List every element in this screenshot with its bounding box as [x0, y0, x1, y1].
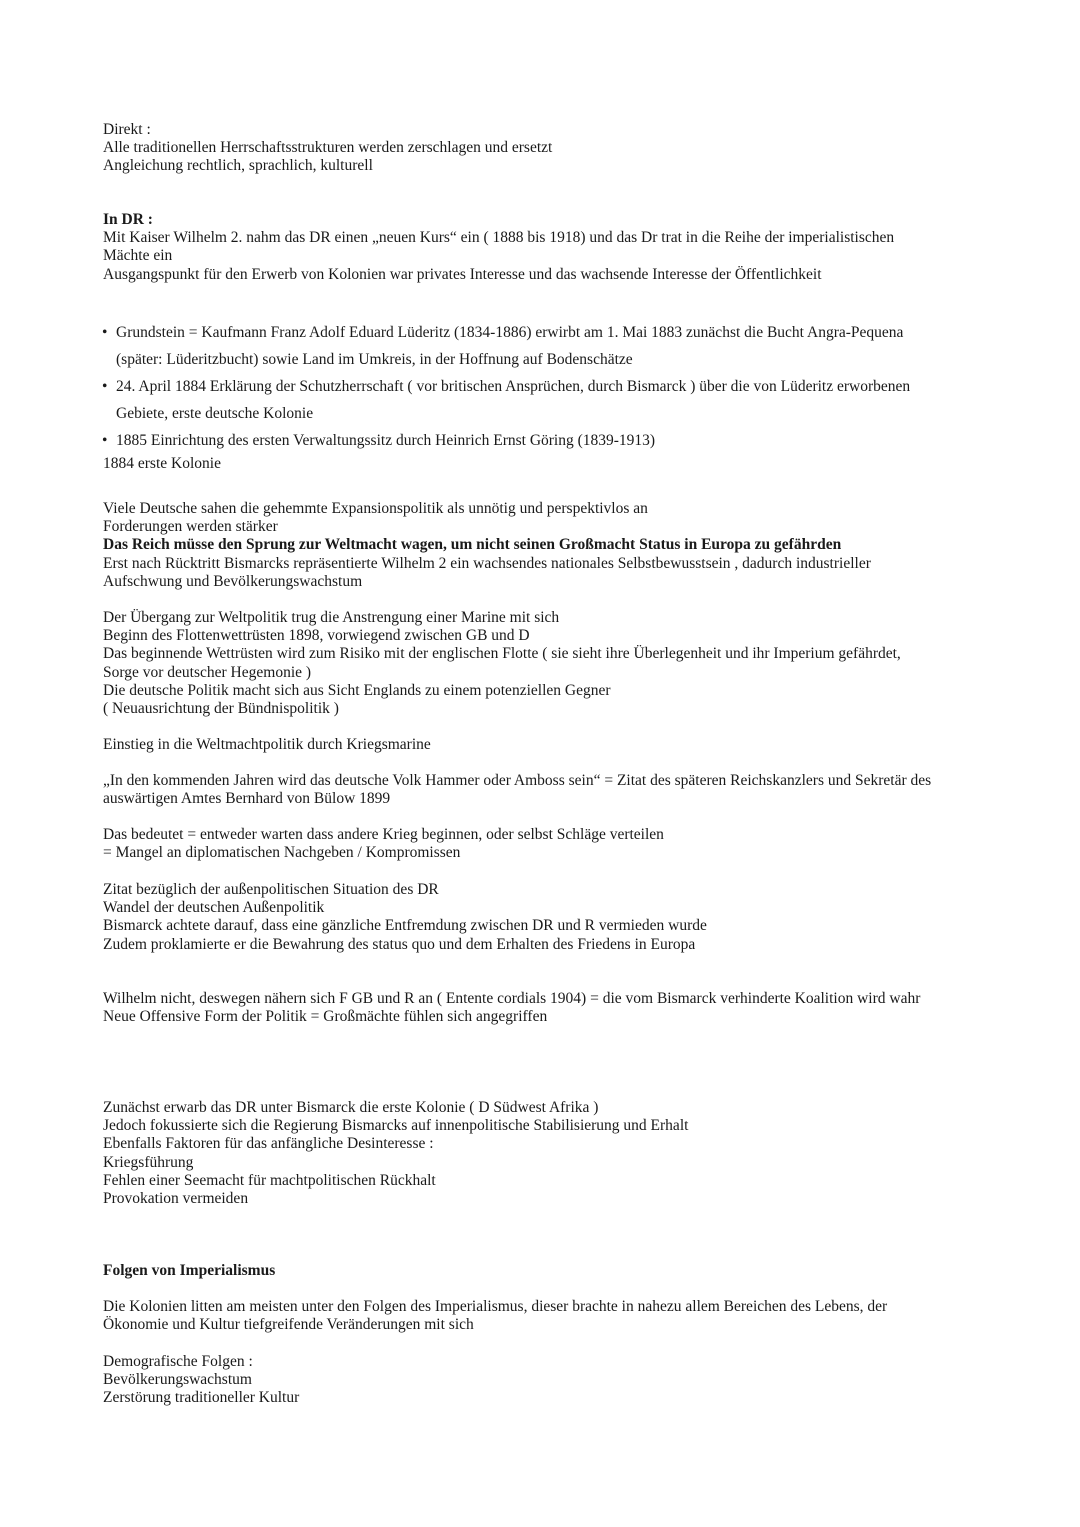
text-line: 1884 erste Kolonie: [103, 455, 221, 472]
text-line: Zudem proklamierte er die Bewahrung des status quo und dem Erhalten des Friedens in Europa: [103, 935, 696, 953]
paragraph-direkt: [103, 121, 1003, 176]
text-line: Aufschwung und Bevölkerungswachstum: [103, 572, 363, 590]
bullet-list: [103, 319, 1003, 454]
paragraph-expansion: [103, 500, 1003, 591]
bold-statement: Das Reich müsse den Sprung zur Weltmacht wagen, um nicht seinen Großmacht Status in Europa zu gefährden: [103, 536, 842, 554]
paragraph-bedeutung: [103, 826, 1003, 862]
paragraph-entente: [103, 990, 1003, 1026]
paragraph-folgen: [103, 1298, 1003, 1334]
paragraph-bismarck-kolonie: [103, 1099, 1003, 1208]
text-line: Das bedeutet = entweder warten dass andere Krieg beginnen, oder selbst Schläge verteilen: [103, 826, 664, 843]
bullet-icon: •: [102, 324, 108, 341]
text-line: Einstieg in die Weltmachtpolitik durch Kriegsmarine: [103, 736, 431, 753]
text-line: Mit Kaiser Wilhelm 2. nahm das DR einen „neuen Kurs“ ein ( 1888 bis 1918) und das Dr trat in die Reihe der imperialistischen: [103, 229, 895, 247]
text-line: auswärtigen Amtes Bernhard von Bülow 1899: [103, 790, 391, 808]
text-line: Beginn des Flottenwettrüsten 1898, vorwiegend zwischen GB und D: [103, 627, 530, 645]
text-line: = Mangel an diplomatischen Nachgeben / Kompromissen: [103, 844, 461, 862]
text-line: Demografische Folgen :: [103, 1353, 253, 1370]
text-line: (später: Lüderitzbucht) sowie Land im Umkreis, in der Hoffnung auf Bodenschätze: [116, 351, 633, 368]
text-line: 1885 Einrichtung des ersten Verwaltungssitz durch Heinrich Ernst Göring (1839-1913): [116, 432, 656, 449]
bullet-icon: •: [102, 378, 108, 395]
text-line: Fehlen einer Seemacht für machtpolitischen Rückhalt: [103, 1171, 436, 1189]
bullet-icon: •: [102, 432, 108, 449]
text-line: Zunächst erwarb das DR unter Bismarck die erste Kolonie ( D Südwest Afrika ): [103, 1099, 599, 1116]
paragraph-aussenpolitik: [103, 881, 1003, 954]
text-line: Gebiete, erste deutsche Kolonie: [116, 405, 314, 422]
text-line: Alle traditionellen Herrschaftsstrukturen werden zerschlagen und ersetzt: [103, 139, 553, 157]
text-line: Provokation vermeiden: [103, 1190, 249, 1208]
list-item: [103, 373, 1003, 427]
text-line: „In den kommenden Jahren wird das deutsche Volk Hammer oder Amboss sein“ = Zitat des späteren Reichskanzlers und Sekretär des: [103, 772, 932, 789]
text-line: Der Übergang zur Weltpolitik trug die Anstrengung einer Marine mit sich: [103, 609, 560, 626]
text-line: Bevölkerungswachstum: [103, 1371, 252, 1389]
text-line: Die deutsche Politik macht sich aus Sicht Englands zu einem potenziellen Gegner: [103, 681, 611, 699]
text-line: Ausgangspunkt für den Erwerb von Kolonien war privates Interesse und das wachsende Interesse der Öffentlichkeit: [103, 265, 822, 283]
paragraph-in-dr: [103, 211, 1003, 284]
text-line: ( Neuausrichtung der Bündnispolitik ): [103, 700, 339, 718]
paragraph-kriegsmarine: [103, 736, 1003, 754]
paragraph-folgen-heading: [103, 1262, 1003, 1280]
text-line: Zerstörung traditioneller Kultur: [103, 1389, 300, 1407]
text-line: Sorge vor deutscher Hegemonie ): [103, 663, 312, 681]
text-line: Ebenfalls Faktoren für das anfängliche Desinteresse :: [103, 1135, 434, 1153]
text-line: Das beginnende Wettrüsten wird zum Risiko mit der englischen Flotte ( sie sieht ihre Überlegenheit und ihr Imperium gefährdet,: [103, 645, 901, 663]
text-line: Viele Deutsche sahen die gehemmte Expansionspolitik als unnötig und perspektivlos an: [103, 500, 648, 517]
paragraph-weltpolitik: [103, 609, 1003, 718]
text-line: Die Kolonien litten am meisten unter den Folgen des Imperialismus, dieser brachte in nahezu allem Bereichen des Lebens, der: [103, 1298, 888, 1315]
text-line: Mächte ein: [103, 247, 173, 265]
text-line: Wandel der deutschen Außenpolitik: [103, 899, 325, 917]
text-line: Angleichung rechtlich, sprachlich, kulturell: [103, 157, 373, 175]
section-heading: Folgen von Imperialismus: [103, 1262, 276, 1279]
text-line: Wilhelm nicht, deswegen nähern sich F GB und R an ( Entente cordials 1904) = die vom Bismarck verhinderte Koalition wird wahr: [103, 990, 921, 1007]
text-line: Forderungen werden stärker: [103, 518, 278, 536]
text-line: Erst nach Rücktritt Bismarcks repräsentierte Wilhelm 2 ein wachsendes nationales Selbstbewusstsein , dadurch industrieller: [103, 554, 871, 572]
paragraph-erste-kolonie: [103, 455, 1003, 473]
text-line: Direkt :: [103, 121, 151, 138]
text-line: Zitat bezüglich der außenpolitischen Situation des DR: [103, 881, 439, 898]
list-item: [103, 319, 1003, 373]
section-heading: In DR :: [103, 211, 153, 228]
text-line: Grundstein = Kaufmann Franz Adolf Eduard Lüderitz (1834-1886) erwirbt am 1. Mai 1883 zunächst die Bucht Angra-Pequena: [116, 324, 904, 341]
text-line: Neue Offensive Form der Politik = Großmächte fühlen sich angegriffen: [103, 1008, 548, 1026]
list-item: [103, 427, 1003, 454]
text-line: Bismarck achtete darauf, dass eine gänzliche Entfremdung zwischen DR und R vermieden wurde: [103, 917, 707, 935]
text-line: Jedoch fokussierte sich die Regierung Bismarcks auf innenpolitische Stabilisierung und Erhalt: [103, 1117, 689, 1135]
text-line: Kriegsführung: [103, 1153, 194, 1171]
paragraph-zitat-buelow: [103, 772, 1003, 808]
text-line: 24. April 1884 Erklärung der Schutzherrschaft ( vor britischen Ansprüchen, durch Bismarck ) über die von Lüderitz erworbenen: [116, 378, 911, 395]
text-line: Ökonomie und Kultur tiefgreifende Veränderungen mit sich: [103, 1316, 474, 1334]
paragraph-demografie: [103, 1353, 1003, 1408]
